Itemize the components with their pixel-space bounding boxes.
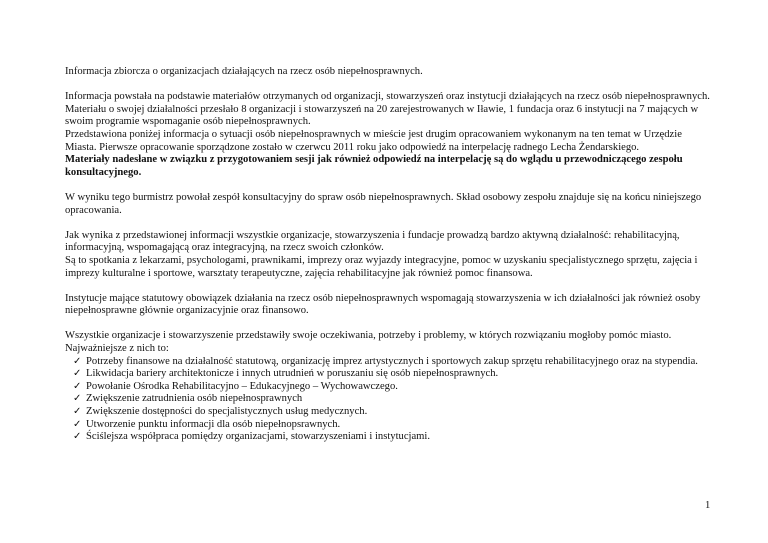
needs-paragraph-intro: Wszystkie organizacje i stowarzyszenie przedstawiły swoje oczekiwania, potrzeby i problemy, w których rozwiązaniu mogłoby pomóc miasto. [65, 330, 672, 342]
list-item-text: Powołanie Ośrodka Rehabilitacyjno – Edukacyjnego – Wychowawczego. [86, 380, 398, 392]
checkmark-icon: ✓ [73, 418, 82, 430]
activity-paragraph-details: Są to spotkania z lekarzami, psychologami, prawnikami, imprezy oraz wyjazdy integracyjne, pomoc w uzyskaniu specjalistycznego sprzętu, zajęcia i imprezy kulturalne i sportowe, warsztaty terapeutyczne, zajęcia rehabilitacyjne jak również pomoc finansowa. [65, 254, 698, 279]
checkmark-icon: ✓ [73, 393, 82, 405]
list-item [65, 393, 715, 406]
activity-section [65, 230, 715, 280]
list-item-text: Utworzenie punktu informacji dla osób niepełnopsrawnych. [86, 418, 341, 430]
list-item-text: Zwiększenie dostępności do specjalistycznych usług medycznych. [86, 406, 368, 418]
document-body [65, 66, 715, 444]
list-item-text: Potrzeby finansowe na działalność statutową, organizację imprez artystycznych i sportowych zakup sprzętu rehabilitacyjnego oraz na stypendia. [86, 355, 698, 367]
document-title: Informacja zbiorcza o organizacjach działających na rzecz osób niepełnosprawnych. [65, 66, 423, 77]
needs-section [65, 330, 715, 443]
intro-section [65, 91, 715, 179]
list-item [65, 381, 715, 394]
institutions-paragraph: Instytucje mające statutowy obowiązek działania na rzecz osób niepełnosprawnych wspomagają stowarzyszenia w ich działalności jak również osoby niepełnosprawne głównie organizacyjnie oraz finansowo. [65, 292, 701, 317]
list-item [65, 356, 715, 369]
list-item [65, 368, 715, 381]
checkmark-icon: ✓ [73, 368, 82, 380]
checkmark-icon: ✓ [73, 431, 82, 443]
needs-list [65, 356, 715, 444]
list-item [65, 431, 715, 444]
list-item [65, 419, 715, 432]
list-item [65, 406, 715, 419]
page-number: 1 [705, 500, 711, 511]
list-item-text: Zwiększenie zatrudnienia osób niepełnosprawnych [86, 393, 303, 405]
intro-paragraph-bold-note: Materiały nadesłane w związku z przygotowaniem sesji jak również odpowiedź na interpelację są do wglądu u przewodniczącego zespołu konsultacyjnego. [65, 154, 683, 178]
intro-paragraph-source: Informacja powstała na podstawie materiałów otrzymanych od organizacji, stowarzyszeń oraz instytucji działających na rzecz osób niepełnosprawnych. [65, 91, 710, 103]
activity-paragraph-summary: Jak wynika z przedstawionej informacji wszystkie organizacje, stowarzyszenia i fundacje prowadzą bardzo aktywną działalność: rehabilitacyjną, informacyjną, wspomagającą oraz integracyjną, na rzecz swoich członków. [65, 229, 680, 254]
intro-paragraph-count: Materiału o swojej działalności przesłało 8 organizacji i stowarzyszeń na 20 zarejestrowanych w Iławie, 1 fundacja oraz 6 instytucji na 7 mających w swoim programie wspomaganie osób niepełnosprawnych. [65, 103, 699, 128]
list-item-text: Ściślejsza współpraca pomiędzy organizacjami, stowarzyszeniami i instytucjami. [86, 431, 430, 443]
needs-paragraph-lead: Najważniejsze z nich to: [65, 343, 169, 355]
team-paragraph: W wyniku tego burmistrz powołał zespół konsultacyjny do spraw osób niepełnosprawnych. Skład osobowy zespołu znajduje się na końcu niniejszego opracowania. [65, 191, 702, 216]
checkmark-icon: ✓ [73, 380, 82, 392]
checkmark-icon: ✓ [73, 406, 82, 418]
intro-paragraph-history: Przedstawiona poniżej informacja o sytuacji osób niepełnosprawnych w mieście jest drugim opracowaniem wykonanym na ten temat w Urzędzie Miasta. Pierwsze opracowanie sporządzone zostało w czerwcu 2011 roku jako odpowiedź na interpelację radnego Lecha Żendarskiego. [65, 128, 682, 153]
checkmark-icon: ✓ [73, 355, 82, 367]
list-item-text: Likwidacja bariery architektonicze i innych utrudnień w poruszaniu się osób niepełnosprawnych. [86, 368, 499, 380]
